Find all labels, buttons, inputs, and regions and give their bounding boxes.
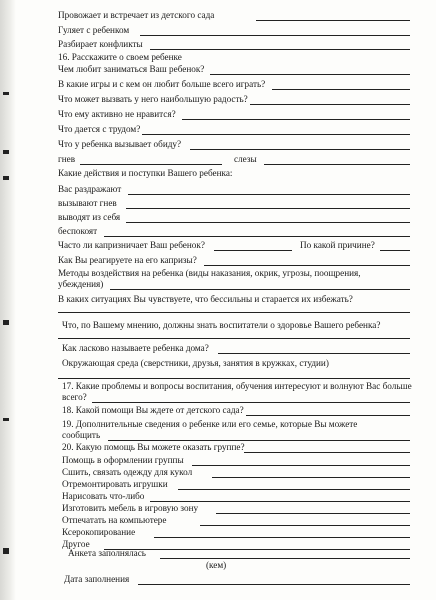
date-field[interactable]	[138, 584, 410, 585]
answer-line[interactable]	[200, 525, 410, 526]
answer-line[interactable]	[150, 501, 410, 502]
help-option: Другое	[62, 539, 90, 549]
answer-line[interactable]	[272, 89, 410, 90]
answer-line[interactable]	[212, 477, 410, 478]
answer-line[interactable]	[192, 465, 410, 466]
sub-question: вызывают гнев	[58, 198, 117, 208]
answer-line[interactable]	[150, 49, 410, 50]
question: Что у ребенка вызывает обиду?	[58, 139, 182, 149]
question: Что может вызвать у него наибольшую радость?	[58, 94, 248, 104]
help-option: Изготовить мебель в игровую зону	[62, 503, 199, 513]
answer-line[interactable]	[104, 549, 410, 550]
scan-punch-mark	[3, 320, 9, 325]
scan-punch-mark	[3, 176, 9, 180]
answer-line[interactable]	[264, 164, 410, 165]
answer-line[interactable]	[104, 236, 410, 237]
question: В каких ситуациях Вы чувствуете, что бессильны и старается их избежать?	[58, 294, 353, 304]
question: В какие игры и с кем он любит больше всего играть?	[58, 79, 266, 89]
answer-line[interactable]	[58, 378, 410, 379]
answer-line[interactable]	[58, 338, 410, 339]
answer-line[interactable]	[246, 415, 410, 416]
answer-line[interactable]	[126, 222, 410, 223]
answer-line[interactable]	[92, 402, 410, 403]
scan-punch-mark	[3, 150, 9, 154]
scan-punch-mark	[3, 548, 9, 554]
answer-line[interactable]	[128, 194, 410, 195]
sub-question: выводят из себя	[58, 212, 121, 222]
section-heading: всего?	[62, 392, 87, 402]
section-heading: 20. Какую помощь Вы можете оказать группе?	[62, 442, 245, 452]
question: Что ему активно не нравится?	[58, 109, 176, 119]
label-tears: слезы	[234, 154, 257, 164]
scan-left-edge	[0, 0, 16, 600]
answer-line[interactable]	[380, 250, 410, 251]
answer-line[interactable]	[210, 74, 410, 75]
help-option: Помощь в оформлении группы	[62, 455, 184, 465]
help-option: Ксерокопирование	[62, 527, 136, 537]
filled-by-hint: (кем)	[206, 560, 227, 570]
filled-by-label: Анкета заполнялась	[68, 548, 146, 558]
sub-question: беспокоят	[58, 226, 98, 236]
answer-line[interactable]	[110, 289, 410, 290]
question: Методы воздействия на ребенка (виды наказания, окрик, угрозы, поощрения,	[58, 268, 361, 278]
question: Окружающая среда (сверстники, друзья, занятия в кружках, студии)	[62, 358, 329, 368]
section-heading: 17. Какие проблемы и вопросы воспитания, обучения интересуют и волнуют Вас больше	[62, 381, 412, 391]
help-option: Нарисовать что-либо	[62, 491, 145, 501]
answer-line[interactable]	[214, 250, 292, 251]
question: Что дается с трудом?	[58, 124, 141, 134]
answer-line[interactable]	[108, 440, 410, 441]
answer-line[interactable]	[142, 134, 410, 135]
question: Чем любит заниматься Ваш ребенок?	[58, 64, 205, 74]
question: Как ласково называете ребенка дома?	[62, 343, 209, 353]
answer-line[interactable]	[178, 489, 410, 490]
question: Что, по Вашему мнению, должны знать воспитатели о здоровье Вашего ребенка?	[62, 320, 381, 330]
text-line: Разбирает конфликты	[58, 39, 143, 49]
answer-line[interactable]	[58, 312, 410, 313]
sub-question: Вас раздражают	[58, 184, 122, 194]
scan-punch-mark	[3, 92, 9, 95]
date-label: Дата заполнения	[64, 574, 130, 584]
question: убеждения)	[58, 279, 104, 289]
answer-line[interactable]	[190, 149, 410, 150]
filled-by-field[interactable]	[160, 558, 410, 559]
answer-line[interactable]	[204, 265, 410, 266]
answer-line[interactable]	[244, 452, 410, 453]
question: Какие действия и поступки Вашего ребенка:	[58, 168, 233, 178]
text-line: Провожает и встречает из детского сада	[58, 10, 215, 20]
answer-line[interactable]	[126, 208, 410, 209]
label-anger: гнев	[58, 154, 76, 164]
question: По какой причине?	[300, 240, 375, 250]
text-line: Гуляет с ребенком	[58, 25, 130, 35]
question: Часто ли капризничает Ваш ребенок?	[58, 240, 205, 250]
section-heading: сообщить	[62, 430, 101, 440]
answer-line[interactable]	[218, 353, 410, 354]
help-option: Сшить, связать одежду для кукол	[62, 467, 193, 477]
answer-line[interactable]	[216, 513, 410, 514]
answer-line[interactable]	[250, 104, 410, 105]
question: Как Вы реагируете на его капризы?	[58, 255, 197, 265]
answer-line[interactable]	[154, 537, 410, 538]
help-option: Отпечатать на компьютере	[62, 515, 167, 525]
section-heading: 18. Какой помощи Вы ждете от детского сада?	[62, 405, 244, 415]
section-heading: 16. Расскажите о своем ребенке	[58, 52, 182, 62]
answer-line[interactable]	[80, 164, 222, 165]
answer-line[interactable]	[182, 119, 410, 120]
answer-line[interactable]	[140, 35, 410, 36]
help-option: Отремонтировать игрушки	[62, 479, 168, 489]
scan-punch-mark	[3, 418, 9, 421]
section-heading: 19. Дополнительные сведения о ребенке или его семье, которые Вы можете	[62, 419, 358, 429]
answer-line[interactable]	[256, 20, 410, 21]
